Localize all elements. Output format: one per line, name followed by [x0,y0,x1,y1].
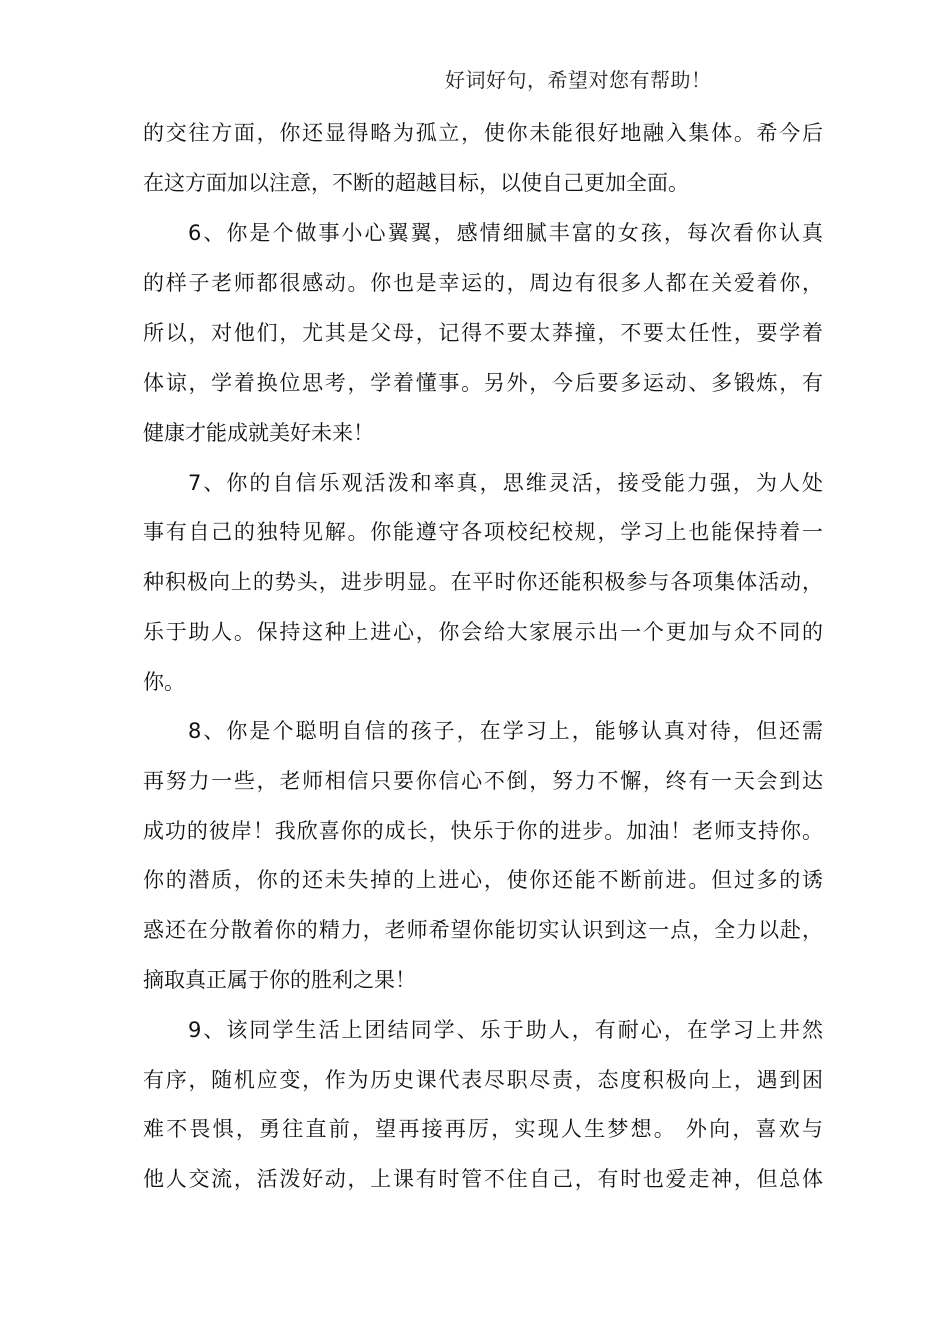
text-line: 事有自己的独特见解。你能遵守各项校纪校规，学习上也能保持着一 [143,520,823,544]
text-line: 成功的彼岸！我欣喜你的成长，快乐于你的进步。加油！老师支持你。 [143,819,823,843]
paragraph-8-first-line: 8、你是个聪明自信的孩子，在学习上，能够认真对待，但还需 [188,719,823,743]
text-line: 在这方面加以注意，不断的超越目标，以使自己更加全面。 [143,171,689,195]
text-line: 难不畏惧，勇往直前，望再接再厉，实现人生梦想。 外向，喜欢与 [143,1117,823,1141]
text-line: 体谅，学着换位思考，学着懂事。另外，今后要多运动、多锻炼，有 [143,371,823,395]
text-line: 你的潜质，你的还未失掉的上进心，使你还能不断前进。但过多的诱 [143,868,823,892]
text-line: 他人交流，活泼好动，上课有时管不住自己，有时也爱走神，但总体 [143,1167,823,1191]
text-line: 种积极向上的势头，进步明显。在平时你还能积极参与各项集体活动， [143,570,823,594]
text-line: 的样子老师都很感动。你也是幸运的，周边有很多人都在关爱着你， [143,271,823,295]
text-line: 你。 [143,670,185,694]
paragraph-7-first-line: 7、你的自信乐观活泼和率真，思维灵活，接受能力强，为人处 [188,471,823,495]
text-line: 的交往方面，你还显得略为孤立，使你未能很好地融入集体。希今后 [143,121,823,145]
text-line: 有序，随机应变，作为历史课代表尽职尽责，态度积极向上，遇到困 [143,1068,823,1092]
text-line: 摘取真正属于你的胜利之果！ [143,968,416,992]
text-line: 乐于助人。保持这种上进心，你会给大家展示出一个更加与众不同的 [143,620,823,644]
paragraph-9-first-line: 9、该同学生活上团结同学、乐于助人，有耐心，在学习上井然 [188,1018,823,1042]
text-line: 健康才能成就美好未来！ [143,421,374,445]
text-line: 再努力一些，老师相信只要你信心不倒，努力不懈，终有一天会到达 [143,769,823,793]
text-line: 惑还在分散着你的精力，老师希望你能切实认识到这一点，全力以赴， [143,918,823,942]
text-line: 所以，对他们，尤其是父母，记得不要太莽撞，不要太任性，要学着 [143,321,823,345]
page-header: 好词好句，希望对您有帮助！ [445,68,712,92]
paragraph-6-first-line: 6、你是个做事小心翼翼，感情细腻丰富的女孩，每次看你认真 [188,221,823,245]
